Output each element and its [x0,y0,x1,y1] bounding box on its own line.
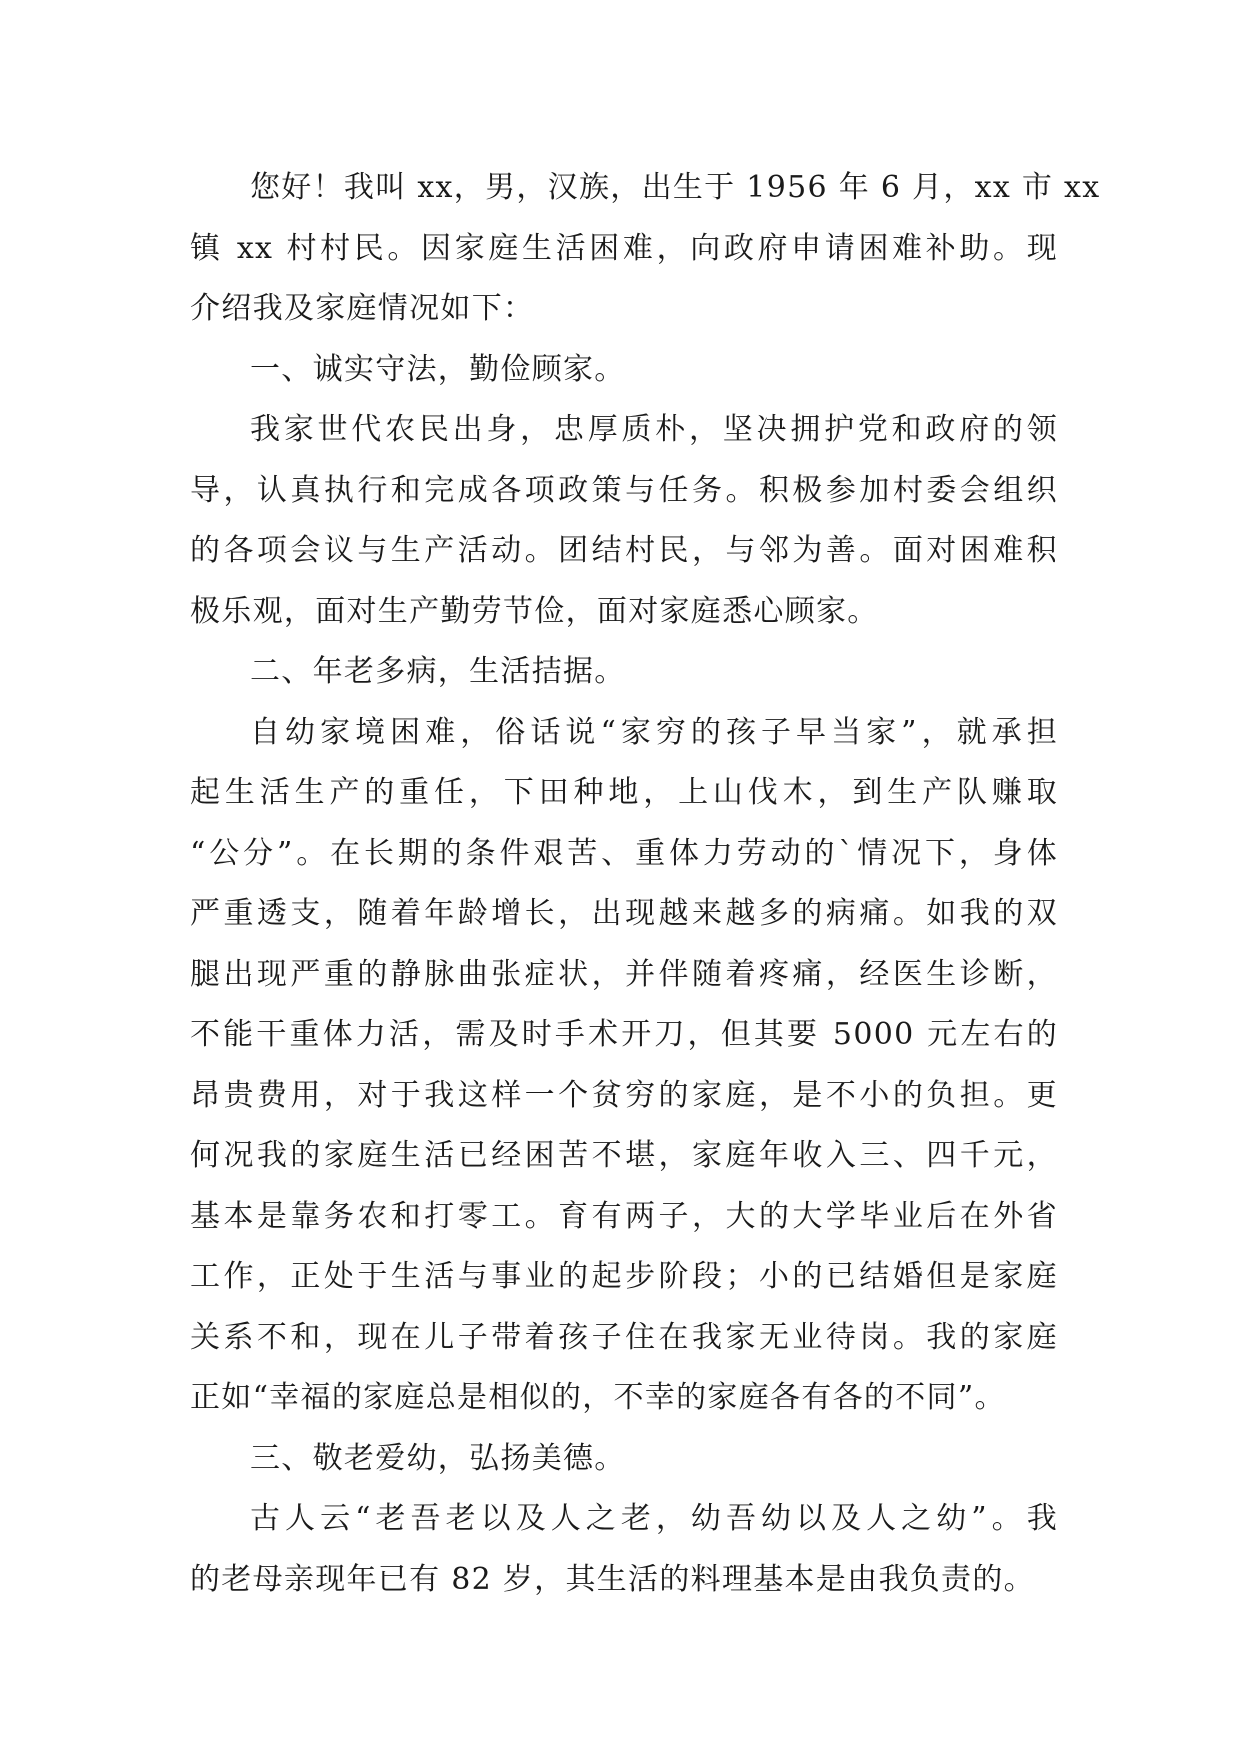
text-line: 镇 xx 村村民。因家庭生活困难，向政府申请困难补助。现 [190,230,1058,266]
text-line: 介绍我及家庭情况如下： [190,291,535,326]
text-line: 昂贵费用，对于我这样一个贫穷的家庭，是不小的负担。更 [190,1077,1058,1113]
paragraph-1 [190,400,1058,642]
section-heading-1 [190,340,1058,401]
text-line: 的老母亲现年已有 82 岁，其生活的料理基本是由我负责的。 [190,1561,1035,1597]
document-body [190,158,1101,1610]
paragraph-2 [190,703,1058,1429]
section-heading: 三、敬老爱幼，弘扬美德。 [250,1440,626,1476]
text-line: 极乐观，面对生产勤劳节俭，面对家庭悉心顾家。 [190,593,879,629]
text-line: 腿出现严重的静脉曲张症状，并伴随着疼痛，经医生诊断， [190,956,1058,992]
section-heading: 二、年老多病，生活拮据。 [250,654,626,689]
section-heading-3 [190,1429,1058,1490]
text-line: 的各项会议与生产活动。团结村民，与邻为善。面对困难积 [190,533,1058,568]
text-line: 我家世代农民出身，忠厚质朴，坚决拥护党和政府的领 [250,412,1058,447]
section-heading: 一、诚实守法，勤俭顾家。 [250,351,626,387]
section-heading-2 [190,642,1058,703]
text-line: 关系不和，现在儿子带着孩子住在我家无业待岗。我的家庭 [190,1319,1058,1355]
text-line: “公分”。在长期的条件艰苦、重体力劳动的`情况下，身体 [190,835,1058,871]
text-line: 您好！我叫 xx，男，汉族，出生于 1956 年 6 月，xx 市 xx [250,170,1101,205]
paragraph-intro [190,158,1101,340]
text-line: 导，认真执行和完成各项政策与任务。积极参加村委会组织 [190,472,1058,508]
text-line: 古人云“老吾老以及人之老，幼吾幼以及人之幼”。我 [250,1501,1058,1536]
text-line: 基本是靠务农和打零工。育有两子，大的大学毕业后在外省 [190,1198,1058,1234]
text-line: 不能干重体力活，需及时手术开刀，但其要 5000 元左右的 [190,1017,1058,1052]
text-line: 何况我的家庭生活已经困苦不堪，家庭年收入三、四千元， [190,1138,1058,1173]
text-line: 正如“幸福的家庭总是相似的，不幸的家庭各有各的不同”。 [190,1380,1006,1415]
text-line: 起生活生产的重任，下田种地，上山伐木，到生产队赚取 [190,775,1058,810]
text-line: 自幼家境困难，俗话说“家穷的孩子早当家”，就承担 [250,714,1058,750]
paragraph-3 [190,1489,1058,1610]
text-line: 工作，正处于生活与事业的起步阶段；小的已结婚但是家庭 [190,1259,1058,1294]
text-line: 严重透支，随着年龄增长，出现越来越多的病痛。如我的双 [190,896,1058,931]
